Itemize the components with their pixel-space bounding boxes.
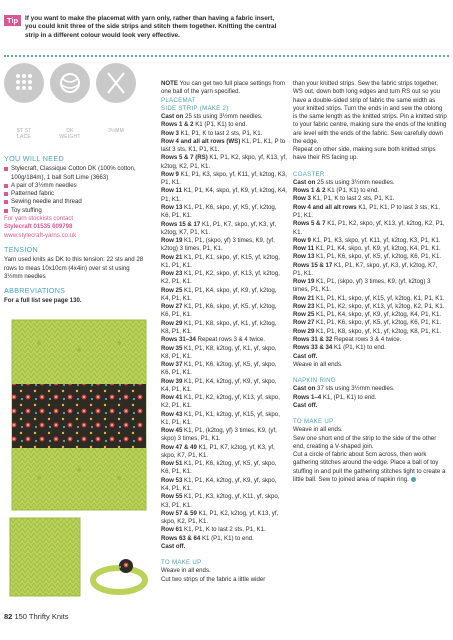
pattern-instruction: [161, 221, 287, 238]
tip-box: [0, 7, 453, 37]
instruction-text: K1, P1, K6, skpo, yf, K5, yf, k2tog, K6, P1, K1.: [161, 303, 277, 319]
pattern-instruction: [161, 411, 287, 428]
instruction-label: Rows 15 & 17: [293, 261, 333, 269]
instruction-text: K1, P1, K2, skpo, yf, K13, yf, k2tog, K2, P1, K1.: [293, 220, 445, 236]
pattern-instruction: [161, 187, 287, 204]
pattern-instruction: [293, 80, 448, 146]
instruction-text: Weave in all ends.: [293, 360, 343, 368]
spacer: [293, 410, 448, 418]
instruction-label: Row 29: [293, 327, 315, 335]
instruction-text: K1, P1, K7, skpo, yf, K3, yf, k2tog, K7, P1, K1.: [293, 261, 438, 277]
instruction-label: Row 39: [161, 377, 183, 385]
you-will-need-heading: YOU WILL NEED: [4, 154, 64, 163]
list-item: Toy stuffing: [4, 207, 149, 215]
pattern-instruction: [293, 353, 448, 361]
pattern-instruction: [161, 254, 287, 271]
pattern-instruction: [293, 295, 448, 303]
list-item: Patterned fabric: [4, 190, 149, 198]
pattern-instruction: [161, 576, 287, 584]
instruction-label: Rows 31 & 32: [293, 335, 333, 343]
instruction-label: Cast on: [293, 385, 316, 393]
instruction-text: K1, P1, K8, skpo, yf, K1, yf, k2tog, K8, P1, K1.: [314, 327, 442, 335]
circle-label: DK WEIGHT: [59, 128, 81, 140]
stitch-icon: [4, 63, 44, 103]
needles-icon: [96, 63, 136, 103]
instruction-label: Row 25: [161, 286, 183, 294]
instruction-text: K1, (P1, K1) to end.: [321, 393, 377, 401]
instruction-label: Row 21: [161, 253, 183, 261]
pattern-instruction: [293, 220, 448, 237]
spacer: [293, 369, 448, 377]
instruction-text: K1, P1, (skpo, yf) 3 times, K9, (yf, k2tog) 3 times, P1, K1.: [161, 237, 275, 253]
pattern-instruction: [293, 262, 448, 279]
instruction-text: K1, P1, K4, skpo, yf, K9, yf, k2tog, K4, P1, K1.: [314, 245, 441, 253]
instruction-label: Cast on: [161, 113, 184, 121]
abbreviations-heading: ABBREVIATIONS: [4, 286, 66, 296]
instruction-text: K1, P1, K6, skpo, yf, K5, yf, k2tog, K6, P1, K1.: [314, 253, 442, 261]
instruction-text: Weave in all ends.: [293, 426, 343, 434]
pattern-instruction: [161, 535, 287, 543]
pattern-instruction: [161, 130, 287, 138]
instruction-label: NOTE: [161, 80, 178, 87]
pattern-instruction: [293, 451, 448, 484]
circle-label: ST ST LACE: [16, 128, 32, 140]
pattern-instruction: [161, 303, 287, 320]
instruction-text: 37 sts using 3½mm needles.: [315, 385, 395, 393]
instruction-label: Cast off.: [161, 542, 186, 550]
instruction-text: K1, P1, K2, k2tog, yf, K13, yf, skpo, K2, P1, K1.: [161, 509, 279, 526]
pattern-instruction: [161, 361, 287, 378]
section-heading: SIDE STRIP (MAKE 2): [161, 104, 229, 112]
instruction-text: K1, P1, K7, k2tog, yf, K3, yf, skpo, K7, P1, K1.: [161, 443, 275, 459]
tip-line: If you want to make the placemat with yarn only, rather than having a fabric insert,: [25, 15, 275, 22]
pattern-instruction: [293, 253, 448, 261]
instruction-label: Row 41: [161, 394, 183, 402]
pattern-instruction: [293, 385, 448, 393]
section-divider: [4, 55, 449, 57]
pattern-instruction: [161, 171, 287, 188]
stockists-web: www.stylecraft-yarns.co.uk: [4, 231, 77, 239]
instruction-text: K1, P1, K2, skpo, yf, K13, yf, k2tog, K2, P1, K1.: [314, 302, 445, 310]
pattern-instruction: [293, 179, 448, 187]
tip-line: you could knit three of the side strips and stitch them together. Knitting the central: [25, 23, 277, 31]
pattern-instruction: [161, 80, 287, 97]
instruction-label: Row 47 & 49: [161, 443, 197, 451]
instruction-label: Row 9: [293, 236, 311, 244]
instruction-label: Row 3: [293, 195, 311, 203]
instruction-label: Row 4 and all alt rows: [293, 203, 357, 211]
instruction-text: K1, P1, K8, skpo, yf, K1, yf, k2tog, K8, P1, K1.: [161, 319, 277, 335]
instruction-label: Row 45: [161, 427, 183, 435]
instruction-label: Rows 5 & 7 (RS): [161, 154, 208, 162]
instruction-label: Row 3: [161, 129, 179, 137]
instruction-text: K1, P1, K8, k2tog, yf, K1, yf, skpo, K8, P1, K1.: [161, 344, 277, 360]
instruction-label: Row 27: [161, 303, 183, 311]
pattern-instruction: [161, 138, 287, 155]
pattern-instruction: [293, 394, 448, 402]
instruction-label: Rows 31–34: [161, 336, 196, 344]
instruction-text: K1, P1, K to last 2 sts, P1, K1.: [182, 526, 266, 534]
instruction-text: You can get two full place settings from one ball of the yarn specified.: [161, 80, 285, 96]
instruction-label: Row 21: [293, 294, 315, 302]
pattern-instruction: [161, 510, 287, 527]
instruction-text: 25 sts using 3½mm needles.: [315, 178, 395, 186]
instruction-label: Cast on: [293, 178, 316, 186]
instruction-label: Row 37: [161, 361, 183, 369]
instruction-text: K1, P1, K4, k2tog, yf, K9, yf, skpo, K4, P1, K1.: [161, 377, 277, 393]
tip-line: strip in a different colour would look very effective.: [25, 31, 180, 39]
instruction-label: Rows 1–4: [293, 393, 322, 401]
instruction-label: Row 53: [161, 476, 183, 484]
tension-text: Yarn used knits as DK to this tension: 22 sts and 28 rows to meas 10x10cm (4x4in) over st st using 3½mm needles: [4, 256, 144, 280]
instruction-text: K1, P1, (k2tog, yf) 3 times, K9, (yf, skpo) 3 times, P1, K1.: [161, 427, 277, 443]
book-title: 150 Thrifty Knits: [14, 612, 69, 621]
spacer: [293, 163, 448, 171]
pattern-instruction: [293, 311, 448, 319]
list-item: Sewing needle and thread: [4, 198, 149, 206]
tip-text: [25, 15, 345, 40]
instruction-label: Row 11: [293, 245, 314, 253]
instruction-text: Repeat on other side, making sure both knitted strips have their RS facing up.: [293, 146, 436, 162]
yarn-ball-icon: [50, 63, 90, 103]
instruction-text: K1, P1, K6, skpo, yf, K5, yf, k2tog, K6, P1, K1.: [161, 203, 277, 220]
instruction-label: Row 13: [161, 203, 183, 211]
instruction-text: Cut two strips of the fabric a little wider: [161, 575, 266, 583]
pattern-instruction: [161, 526, 287, 534]
instruction-label: Rows 5 & 7: [293, 220, 326, 228]
instruction-label: Row 23: [293, 302, 315, 310]
pattern-instruction: [293, 187, 448, 195]
pattern-instruction: [293, 146, 448, 163]
instruction-label: Cast off.: [293, 352, 318, 360]
instruction-text: Weave in all ends.: [161, 567, 211, 575]
instruction-label: Rows 1 & 2: [161, 121, 194, 129]
instruction-label: Rows 1 & 2: [293, 187, 326, 195]
list-item: Stylecraft, Classique Cotton DK (100% cotton, 100g/184m), 1 ball Soft Lime (3663): [4, 165, 149, 182]
materials-sidebar: [4, 155, 149, 306]
instruction-label: Row 25: [293, 311, 315, 319]
instruction-text: K1, P1, K1, P to last 3 sts, K1, P1, K1.: [161, 137, 286, 154]
section-heading: NAPKIN RING: [293, 377, 336, 385]
list-item: A pair of 3½mm needles: [4, 182, 149, 190]
instruction-text: than your knitted strips. Sew the fabric strips together, WS out, down both long edges and turn RS out so you have a double-sided strip of fabric the same width as your knitted strips. Turn the ends in and sew the oblong is the same length as the knitted strips. Pin a knitted strip to your fabric centre, making sure the ends of the knitting are level with the ends of the fabric. Sew carefully down the edge.: [293, 80, 447, 145]
pattern-instruction: [293, 361, 448, 369]
pattern-instruction: [161, 460, 287, 477]
pattern-instruction: [293, 426, 448, 434]
end-marker-icon: [411, 477, 416, 482]
instruction-text: Sew one short end of the strip to the side of the other end, creating a V-shaped join.: [293, 434, 437, 450]
pattern-instruction: [161, 345, 287, 362]
pattern-column-2: [293, 80, 448, 484]
instruction-text: K1, P1, K1, k2tog, yf, K15, yf, skpo, K1, P1, K1.: [161, 410, 280, 426]
tip-badge: Tip: [4, 15, 21, 26]
instruction-text: K1, P1, K2, skpo, yf, K13, yf, k2tog, K2, P1, K1.: [161, 154, 287, 170]
instruction-text: K1, P1, K3, skpo, yf, K11, yf, k2tog, K3, P1, K1.: [310, 236, 441, 244]
pattern-instruction: [293, 204, 448, 221]
section-heading: TO MAKE UP: [293, 418, 334, 426]
product-photo: [4, 318, 154, 603]
pattern-instruction: [161, 121, 287, 129]
pattern-instruction: [161, 543, 287, 551]
instruction-text: Repeat rows 3 & 4 twice.: [195, 336, 265, 344]
instruction-text: K1, P1, K4, skpo, yf, K9, yf, k2tog, K4, P1, K1.: [314, 311, 442, 319]
pattern-instruction: [293, 303, 448, 311]
instruction-text: K1 (P1, K1) to end.: [325, 187, 380, 195]
instruction-label: Row 23: [161, 270, 183, 278]
instruction-label: Row 61: [161, 526, 183, 534]
instruction-text: K1, P1, K to last 2 sts, P1, K1.: [310, 195, 395, 203]
tension-heading: TENSION: [4, 244, 39, 254]
instruction-text: K1, P1, K3, k2tog, yf, K11, yf, skpo, K3, P1, K1.: [161, 493, 280, 509]
instruction-text: K1, P1, (skpo, yf) 3 times, K9, (yf, k2tog) 3 times, P1, K1.: [293, 278, 431, 294]
pattern-instruction: [161, 477, 287, 494]
pattern-instruction: [293, 344, 448, 352]
pattern-instruction: [293, 328, 448, 336]
pattern-instruction: [161, 320, 287, 337]
pattern-instruction: [293, 336, 448, 344]
instruction-label: Row 55: [161, 493, 183, 501]
instruction-label: Row 27: [293, 319, 315, 327]
pattern-instruction: [161, 154, 287, 171]
pattern-instruction: [293, 319, 448, 327]
instruction-text: K1, P1, K6, skpo, yf, K5, yf, k2tog, K6, P1, K1.: [314, 319, 442, 327]
pattern-instruction: [161, 567, 287, 575]
instruction-label: Rows 63 & 64: [161, 534, 201, 542]
instruction-label: Row 51: [161, 460, 183, 468]
pattern-instruction: [161, 270, 287, 287]
instruction-text: 25 sts using 3½mm needles.: [183, 113, 263, 121]
instruction-text: K1, P1, K1, skpo, yf, K15, yf, k2tog, K1, P1, K1.: [161, 253, 280, 269]
page-number: 82: [4, 612, 13, 621]
instruction-text: K1, P1, K7, skpo, yf, K3, yf, k2tog, K7, P1, K1.: [161, 220, 277, 236]
instruction-label: Row 19: [293, 278, 315, 286]
abbreviations-text: For a full list see page 130.: [4, 297, 82, 305]
pattern-instruction: [293, 402, 448, 410]
stockists-label: For yarn stockists contact: [4, 215, 74, 223]
pattern-column-1: [161, 80, 287, 584]
instruction-label: Row 35: [161, 344, 183, 352]
instruction-text: Cut a circle of fabric about 5cm across, then work gathering stitches around the edge. Place a ball of toy stuffing in and pull the gathering stitches tight to create a little ball. Sew to joined area of napkin ring.: [293, 451, 446, 483]
instruction-text: K1 (P1, K1) to end.: [193, 121, 248, 129]
instruction-label: Rows 33 & 34: [293, 344, 333, 352]
spacer: [161, 551, 287, 559]
pattern-instruction: [161, 444, 287, 461]
pattern-instruction: [161, 237, 287, 254]
instruction-label: Row 57 & 59: [161, 509, 197, 517]
pattern-instruction: [161, 113, 287, 121]
instruction-text: K1, P1, K2, skpo, yf, K13, yf, k2tog, K2, P1, K1.: [161, 270, 280, 286]
pattern-instruction: [293, 245, 448, 253]
pattern-instruction: [293, 278, 448, 295]
pattern-instruction: [161, 493, 287, 510]
pattern-instruction: [161, 287, 287, 304]
circle-label: 3½MM: [107, 128, 125, 134]
instruction-text: K1, P1, K1, P to last 3 sts, K1, P1, K1.: [293, 203, 440, 219]
instruction-text: K1 (P1, K1) to end.: [332, 344, 386, 352]
instruction-label: Row 9: [161, 170, 179, 178]
pattern-instruction: [161, 427, 287, 444]
instruction-text: K1, P1, K6, k2tog, yf, K5, yf, skpo, K6, P1, K1.: [161, 460, 277, 476]
section-heading: PLACEMAT: [161, 96, 196, 104]
pattern-instruction: [161, 378, 287, 395]
instruction-text: K1, P1, K4, skpo, yf, K9, yf, k2tog, K4, P1, K1.: [161, 286, 277, 302]
yarn-info-circles: [4, 63, 154, 148]
instruction-label: Row 4 and all alt rows (WS): [161, 137, 241, 145]
materials-list: [4, 165, 149, 215]
instruction-text: K1, P1, K to last 2 sts, P1, K1.: [178, 129, 263, 137]
instruction-label: Rows 15 & 17: [161, 220, 201, 228]
instruction-text: K1, P1, K4, skpo, yf, K9, yf, k2tog, K4, P1, K1.: [161, 187, 288, 203]
instruction-text: K1 (P1, K1) to end.: [200, 534, 254, 542]
instruction-label: Cast off.: [293, 401, 318, 409]
pattern-instruction: [161, 336, 287, 344]
instruction-label: Row 43: [161, 410, 183, 418]
instruction-text: K1, P1, K6, k2tog, yf, K5, yf, skpo, K6, P1, K1.: [161, 361, 277, 377]
instruction-text: Repeat rows 3 & 4 twice.: [332, 335, 402, 343]
instruction-label: Row 11: [161, 187, 182, 195]
pattern-instruction: [161, 204, 287, 221]
page-footer: [4, 612, 69, 621]
instruction-label: Row 13: [293, 253, 315, 261]
instruction-label: Row 29: [161, 319, 183, 327]
instruction-text: K1, P1, K1, skpo, yf, K15, yf, k2tog, K1, P1, K1.: [314, 294, 445, 302]
pattern-instruction: [293, 195, 448, 203]
instruction-text: K1, P1, K4, k2tog, yf, K9, yf, skpo, K4, P1, K1.: [161, 476, 277, 493]
section-heading: COASTER: [293, 170, 325, 178]
instruction-text: K1, P1, K3, skpo, yf, K11, yf, k2tog, K3, P1, K1.: [161, 170, 287, 187]
instruction-text: K1, P1, K2, k2tog, yf, K13, yf, skpo, K2, P1, K1.: [161, 394, 280, 410]
stockists-name: Stylecraft 01535 609798: [4, 223, 73, 231]
instruction-label: Row 19: [161, 237, 183, 245]
pattern-instruction: [293, 237, 448, 245]
section-heading: TO MAKE UP: [161, 559, 202, 567]
pattern-instruction: [161, 394, 287, 411]
pattern-instruction: [293, 435, 448, 452]
